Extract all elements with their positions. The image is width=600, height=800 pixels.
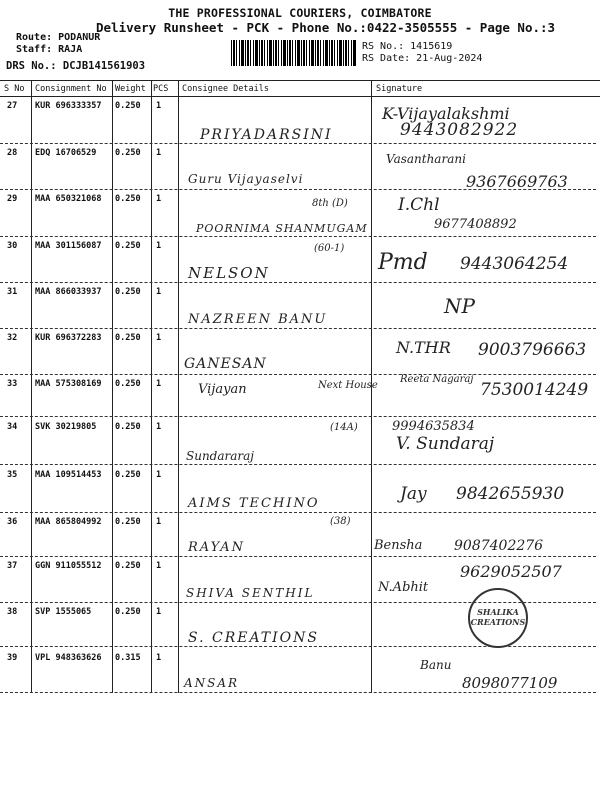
row-separator: [0, 646, 596, 647]
signature-name: K-Vijayalakshmi: [382, 104, 510, 123]
row-consignment: SVK 30219805: [35, 422, 97, 432]
row-weight: 0.250: [115, 148, 141, 158]
row-sno: 28: [7, 148, 18, 158]
row-consignment: GGN 911055512: [35, 561, 102, 571]
row-consignment: EDQ 16706529: [35, 148, 97, 158]
signature-phone: 9443064254: [460, 254, 569, 274]
row-separator: [0, 416, 596, 417]
signature-name: V. Sundaraj: [396, 434, 495, 454]
consignee-name: PRIYADARSINI: [200, 127, 333, 143]
signature-name: N.Abhit: [378, 580, 429, 595]
consignee-note: Next House: [318, 380, 378, 391]
column-header-pcs: PCS: [153, 84, 169, 94]
row-sno: 37: [7, 561, 18, 571]
row-pcs: 1: [156, 422, 162, 432]
consignee-name: POORNIMA SHANMUGAM: [196, 222, 368, 235]
row-separator: [0, 692, 596, 693]
consignee-name: Guru Vijayaselvi: [188, 172, 304, 186]
row-sno: 31: [7, 287, 18, 297]
column-header-sno: S No: [4, 84, 25, 94]
signature-name: Banu: [420, 658, 452, 672]
row-weight: 0.250: [115, 101, 141, 111]
signature-phone: 9629052507: [460, 562, 562, 581]
row-separator: [0, 282, 596, 283]
barcode: [231, 40, 356, 66]
consignee-name: NAZREEN BANU: [188, 312, 328, 327]
route-label: Route: PODANUR: [16, 32, 101, 43]
row-sno: 34: [7, 422, 18, 432]
row-consignment: KUR 696372283: [35, 333, 102, 343]
row-pcs: 1: [156, 194, 162, 204]
signature-name: Pmd: [378, 250, 428, 275]
consignee-name: NELSON: [188, 264, 270, 282]
drs-number: DRS No.: DCJB141561903: [6, 60, 146, 72]
row-sno: 32: [7, 333, 18, 343]
row-separator: [0, 556, 596, 557]
consignee-name: Sundararaj: [186, 449, 255, 463]
row-weight: 0.250: [115, 607, 141, 617]
column-header-weight: Weight: [115, 84, 146, 94]
signature-phone: 9677408892: [434, 217, 517, 232]
row-consignment: SVP 1555065: [35, 607, 92, 617]
column-header-signature: Signature: [376, 84, 423, 94]
signature-phone: 9003796663: [478, 340, 587, 360]
company-name: THE PROFESSIONAL COURIERS, COIMBATORE: [168, 6, 432, 20]
row-consignment: MAA 865804992: [35, 517, 102, 527]
signature-phone: 7530014249: [480, 380, 589, 400]
consignee-name: SHIVA SENTHIL: [186, 586, 315, 600]
consignee-note: (60-1): [314, 243, 345, 254]
row-sno: 33: [7, 379, 18, 389]
signature-phone: 9367669763: [466, 172, 568, 191]
row-separator: [0, 464, 596, 465]
row-pcs: 1: [156, 379, 162, 389]
row-weight: 0.250: [115, 422, 141, 432]
signature-name: Reeta Nagaraj: [400, 374, 474, 385]
row-consignment: KUR 696333357: [35, 101, 102, 111]
row-weight: 0.250: [115, 517, 141, 527]
signature-phone: 8098077109: [462, 674, 558, 692]
row-pcs: 1: [156, 607, 162, 617]
row-sno: 27: [7, 101, 18, 111]
row-consignment: MAA 866033937: [35, 287, 102, 297]
runsheet-title: Delivery Runsheet - PCK - Phone No.:0422-3505555 - Page No.:3: [96, 20, 556, 35]
row-separator: [0, 328, 596, 329]
rs-number: RS No.: 1415619: [362, 41, 453, 52]
signature-name: Bensha: [374, 538, 423, 553]
rs-date: RS Date: 21-Aug-2024: [362, 53, 483, 64]
row-pcs: 1: [156, 561, 162, 571]
consignee-name: Vijayan: [198, 382, 247, 397]
row-weight: 0.315: [115, 653, 141, 663]
row-pcs: 1: [156, 470, 162, 480]
row-separator: [0, 236, 596, 237]
row-sno: 36: [7, 517, 18, 527]
signature-name: NP: [444, 294, 475, 318]
table-header-border: [0, 96, 600, 97]
signature-phone: 9842655930: [456, 484, 565, 504]
row-consignment: MAA 650321068: [35, 194, 102, 204]
consignee-name: AIMS TECHINO: [188, 496, 320, 511]
row-pcs: 1: [156, 101, 162, 111]
row-weight: 0.250: [115, 379, 141, 389]
consignee-note: (38): [330, 516, 351, 527]
row-separator: [0, 512, 596, 513]
consignee-name: S. CREATIONS: [188, 630, 319, 646]
row-weight: 0.250: [115, 561, 141, 571]
signature-name: Vasantharani: [386, 152, 466, 166]
signature-phone: 9087402276: [454, 538, 544, 554]
row-weight: 0.250: [115, 241, 141, 251]
row-weight: 0.250: [115, 333, 141, 343]
table-top-border: [0, 80, 600, 81]
column-header-consignment: Consignment No: [35, 84, 107, 94]
consignee-note: 8th (D): [312, 198, 348, 209]
row-pcs: 1: [156, 148, 162, 158]
row-weight: 0.250: [115, 194, 141, 204]
row-weight: 0.250: [115, 287, 141, 297]
consignee-name: RAYAN: [188, 540, 245, 555]
row-sno: 30: [7, 241, 18, 251]
signature-phone: 9994635834: [392, 419, 475, 434]
row-sno: 38: [7, 607, 18, 617]
row-sno: 35: [7, 470, 18, 480]
signature-name: I.Chl: [398, 195, 440, 215]
stamp-text: SHALIKA CREATIONS: [470, 607, 526, 627]
row-sno: 39: [7, 653, 18, 663]
consignee-name: GANESAN: [184, 356, 267, 372]
row-pcs: 1: [156, 653, 162, 663]
row-consignment: MAA 301156087: [35, 241, 102, 251]
column-header-consignee: Consignee Details: [182, 84, 269, 94]
signature-phone: 9443082922: [400, 120, 519, 140]
row-pcs: 1: [156, 241, 162, 251]
row-pcs: 1: [156, 287, 162, 297]
row-weight: 0.250: [115, 470, 141, 480]
row-consignment: VPL 948363626: [35, 653, 102, 663]
row-pcs: 1: [156, 517, 162, 527]
row-consignment: MAA 109514453: [35, 470, 102, 480]
company-stamp: [468, 588, 528, 648]
row-separator: [0, 374, 596, 375]
row-pcs: 1: [156, 333, 162, 343]
staff-label: Staff: RAJA: [16, 44, 83, 55]
signature-name: N.THR: [396, 338, 451, 357]
consignee-name: ANSAR: [184, 676, 240, 690]
row-separator: [0, 143, 596, 144]
row-consignment: MAA 575308169: [35, 379, 102, 389]
signature-name: Jay: [400, 484, 427, 504]
row-separator: [0, 189, 596, 190]
row-sno: 29: [7, 194, 18, 204]
consignee-note: (14A): [330, 422, 358, 433]
